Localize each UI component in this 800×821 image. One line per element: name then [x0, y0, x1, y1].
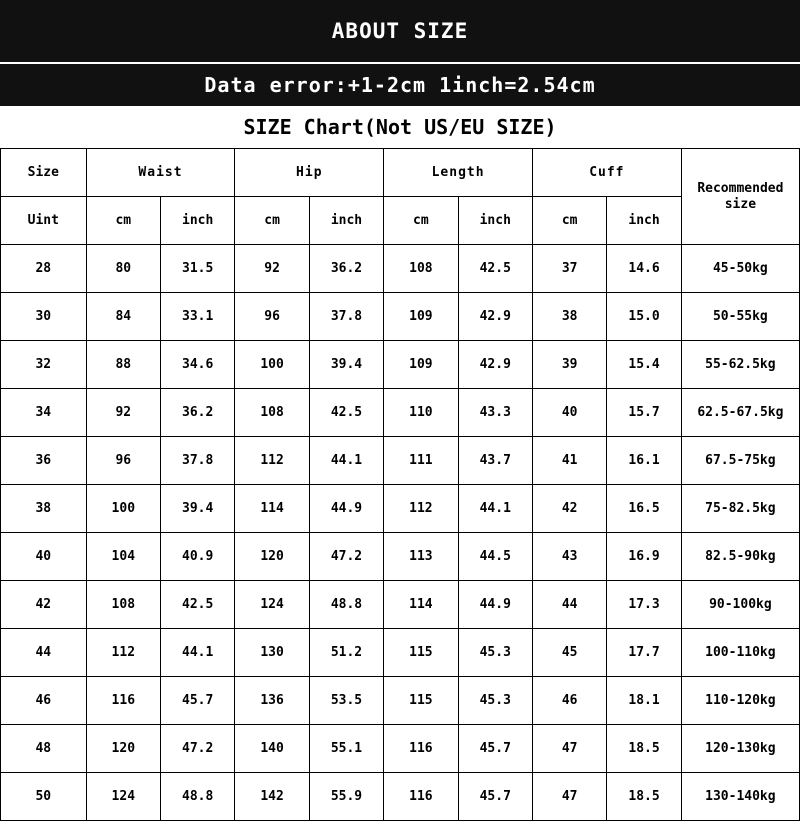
cell-length-cm: 115	[384, 677, 458, 725]
cell-hip-cm: 140	[235, 725, 309, 773]
cell-recommended: 82.5-90kg	[681, 533, 799, 581]
table-row	[1, 485, 800, 533]
cell-recommended: 67.5-75kg	[681, 437, 799, 485]
cell-cuff-inch: 16.1	[607, 437, 681, 485]
cell-hip-cm: 112	[235, 437, 309, 485]
cell-length-cm: 112	[384, 485, 458, 533]
cell-waist-inch: 34.6	[160, 341, 234, 389]
cell-cuff-cm: 38	[532, 293, 606, 341]
cell-hip-inch: 55.9	[309, 773, 383, 821]
table-header-row	[1, 149, 800, 197]
table-row	[1, 629, 800, 677]
table-row	[1, 581, 800, 629]
cell-waist-cm: 112	[86, 629, 160, 677]
cell-hip-inch: 44.1	[309, 437, 383, 485]
cell-hip-inch: 55.1	[309, 725, 383, 773]
cell-hip-cm: 108	[235, 389, 309, 437]
unit-waist-cm: cm	[86, 197, 160, 245]
cell-waist-inch: 37.8	[160, 437, 234, 485]
banner-subtitle: Data error:+1-2cm 1inch=2.54cm	[0, 62, 800, 106]
table-row	[1, 437, 800, 485]
cell-length-cm: 109	[384, 293, 458, 341]
cell-hip-inch: 44.9	[309, 485, 383, 533]
cell-recommended: 130-140kg	[681, 773, 799, 821]
cell-hip-inch: 47.2	[309, 533, 383, 581]
cell-cuff-inch: 15.4	[607, 341, 681, 389]
unit-waist-inch: inch	[160, 197, 234, 245]
cell-recommended: 55-62.5kg	[681, 341, 799, 389]
cell-waist-inch: 36.2	[160, 389, 234, 437]
cell-length-inch: 44.5	[458, 533, 532, 581]
cell-hip-inch: 48.8	[309, 581, 383, 629]
cell-waist-inch: 45.7	[160, 677, 234, 725]
cell-recommended: 120-130kg	[681, 725, 799, 773]
unit-label: Uint	[1, 197, 87, 245]
cell-length-inch: 42.9	[458, 293, 532, 341]
table-row	[1, 341, 800, 389]
cell-hip-cm: 114	[235, 485, 309, 533]
cell-cuff-cm: 46	[532, 677, 606, 725]
table-row	[1, 533, 800, 581]
cell-cuff-cm: 44	[532, 581, 606, 629]
cell-size: 32	[1, 341, 87, 389]
cell-cuff-inch: 15.0	[607, 293, 681, 341]
cell-waist-cm: 104	[86, 533, 160, 581]
cell-size: 36	[1, 437, 87, 485]
cell-hip-cm: 92	[235, 245, 309, 293]
cell-waist-cm: 88	[86, 341, 160, 389]
unit-hip-inch: inch	[309, 197, 383, 245]
unit-cuff-cm: cm	[532, 197, 606, 245]
cell-length-inch: 45.3	[458, 629, 532, 677]
cell-waist-cm: 96	[86, 437, 160, 485]
cell-waist-inch: 40.9	[160, 533, 234, 581]
cell-recommended: 75-82.5kg	[681, 485, 799, 533]
cell-length-cm: 116	[384, 773, 458, 821]
cell-hip-cm: 142	[235, 773, 309, 821]
cell-hip-inch: 51.2	[309, 629, 383, 677]
about-size-banner	[0, 0, 800, 106]
cell-length-inch: 42.5	[458, 245, 532, 293]
cell-waist-inch: 31.5	[160, 245, 234, 293]
cell-waist-cm: 80	[86, 245, 160, 293]
cell-cuff-cm: 42	[532, 485, 606, 533]
table-row	[1, 389, 800, 437]
unit-length-inch: inch	[458, 197, 532, 245]
table-row	[1, 293, 800, 341]
cell-length-cm: 111	[384, 437, 458, 485]
cell-cuff-cm: 39	[532, 341, 606, 389]
cell-waist-cm: 124	[86, 773, 160, 821]
header-waist: Waist	[86, 149, 235, 197]
cell-length-inch: 45.7	[458, 725, 532, 773]
table-row	[1, 725, 800, 773]
cell-cuff-cm: 45	[532, 629, 606, 677]
cell-size: 40	[1, 533, 87, 581]
cell-hip-inch: 42.5	[309, 389, 383, 437]
cell-length-cm: 110	[384, 389, 458, 437]
cell-cuff-inch: 16.9	[607, 533, 681, 581]
cell-size: 34	[1, 389, 87, 437]
cell-hip-cm: 124	[235, 581, 309, 629]
header-cuff: Cuff	[532, 149, 681, 197]
cell-recommended: 50-55kg	[681, 293, 799, 341]
cell-waist-inch: 44.1	[160, 629, 234, 677]
cell-cuff-inch: 17.3	[607, 581, 681, 629]
header-length: Length	[384, 149, 533, 197]
cell-waist-cm: 108	[86, 581, 160, 629]
cell-size: 38	[1, 485, 87, 533]
table-row	[1, 245, 800, 293]
cell-recommended: 90-100kg	[681, 581, 799, 629]
unit-length-cm: cm	[384, 197, 458, 245]
cell-cuff-inch: 17.7	[607, 629, 681, 677]
cell-size: 28	[1, 245, 87, 293]
size-table	[0, 148, 800, 821]
cell-recommended: 100-110kg	[681, 629, 799, 677]
cell-hip-cm: 100	[235, 341, 309, 389]
cell-hip-cm: 120	[235, 533, 309, 581]
cell-waist-inch: 47.2	[160, 725, 234, 773]
cell-cuff-cm: 37	[532, 245, 606, 293]
cell-cuff-cm: 41	[532, 437, 606, 485]
cell-length-cm: 109	[384, 341, 458, 389]
cell-hip-cm: 96	[235, 293, 309, 341]
cell-length-cm: 116	[384, 725, 458, 773]
cell-recommended: 45-50kg	[681, 245, 799, 293]
cell-hip-cm: 130	[235, 629, 309, 677]
cell-cuff-cm: 47	[532, 725, 606, 773]
cell-cuff-inch: 18.5	[607, 773, 681, 821]
cell-cuff-cm: 43	[532, 533, 606, 581]
header-recommended-size: Recommended size	[681, 149, 799, 245]
cell-length-cm: 114	[384, 581, 458, 629]
cell-waist-inch: 33.1	[160, 293, 234, 341]
cell-cuff-inch: 18.1	[607, 677, 681, 725]
cell-size: 50	[1, 773, 87, 821]
cell-hip-inch: 36.2	[309, 245, 383, 293]
cell-waist-cm: 84	[86, 293, 160, 341]
cell-waist-inch: 42.5	[160, 581, 234, 629]
cell-size: 46	[1, 677, 87, 725]
cell-waist-cm: 100	[86, 485, 160, 533]
cell-hip-inch: 37.8	[309, 293, 383, 341]
cell-cuff-inch: 18.5	[607, 725, 681, 773]
cell-hip-inch: 53.5	[309, 677, 383, 725]
table-row	[1, 773, 800, 821]
cell-recommended: 110-120kg	[681, 677, 799, 725]
cell-length-inch: 45.7	[458, 773, 532, 821]
cell-hip-cm: 136	[235, 677, 309, 725]
header-hip: Hip	[235, 149, 384, 197]
cell-size: 42	[1, 581, 87, 629]
cell-cuff-cm: 47	[532, 773, 606, 821]
cell-size: 44	[1, 629, 87, 677]
cell-length-inch: 44.9	[458, 581, 532, 629]
cell-length-inch: 42.9	[458, 341, 532, 389]
cell-size: 30	[1, 293, 87, 341]
table-unit-row	[1, 197, 800, 245]
unit-hip-cm: cm	[235, 197, 309, 245]
header-size: Size	[1, 149, 87, 197]
cell-waist-inch: 39.4	[160, 485, 234, 533]
unit-cuff-inch: inch	[607, 197, 681, 245]
cell-length-inch: 45.3	[458, 677, 532, 725]
cell-waist-cm: 92	[86, 389, 160, 437]
chart-title: SIZE Chart(Not US/EU SIZE)	[0, 106, 800, 148]
cell-waist-cm: 116	[86, 677, 160, 725]
cell-size: 48	[1, 725, 87, 773]
cell-cuff-cm: 40	[532, 389, 606, 437]
cell-length-inch: 43.3	[458, 389, 532, 437]
cell-waist-cm: 120	[86, 725, 160, 773]
cell-length-cm: 113	[384, 533, 458, 581]
cell-length-cm: 108	[384, 245, 458, 293]
cell-waist-inch: 48.8	[160, 773, 234, 821]
cell-cuff-inch: 15.7	[607, 389, 681, 437]
cell-length-inch: 44.1	[458, 485, 532, 533]
cell-length-inch: 43.7	[458, 437, 532, 485]
cell-hip-inch: 39.4	[309, 341, 383, 389]
cell-recommended: 62.5-67.5kg	[681, 389, 799, 437]
banner-title: ABOUT SIZE	[331, 19, 469, 43]
table-row	[1, 677, 800, 725]
cell-length-cm: 115	[384, 629, 458, 677]
cell-cuff-inch: 14.6	[607, 245, 681, 293]
cell-cuff-inch: 16.5	[607, 485, 681, 533]
